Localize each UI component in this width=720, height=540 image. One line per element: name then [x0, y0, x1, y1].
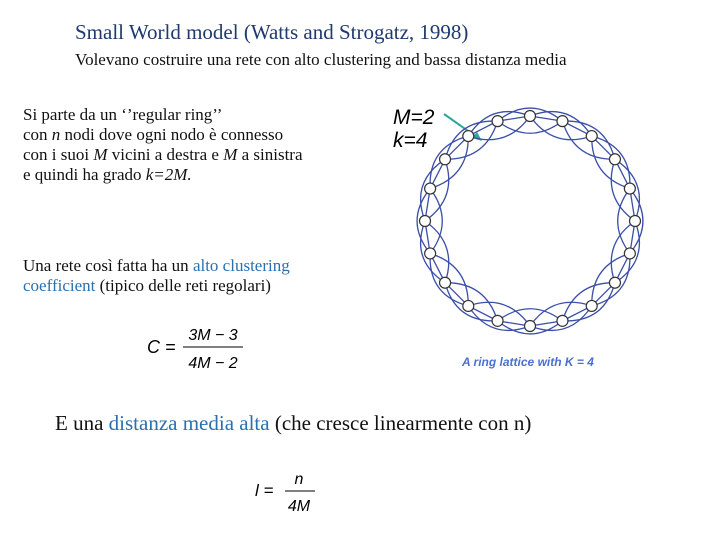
ring-caption: A ring lattice with K = 4	[462, 355, 594, 369]
distance-highlight: distanza media alta	[108, 411, 270, 435]
ring-node	[420, 216, 431, 227]
ring-node	[425, 183, 436, 194]
ring-node	[557, 315, 568, 326]
ring-node	[463, 131, 474, 142]
ring-edge	[430, 189, 442, 254]
ring-edge	[498, 121, 563, 133]
formula-l-numerator: n	[294, 471, 304, 488]
ring-edges	[417, 108, 643, 334]
distance-formula	[253, 468, 333, 520]
ring-node	[586, 131, 597, 142]
intro-var-n: n	[51, 125, 61, 144]
ring-edge	[498, 309, 563, 321]
formula-c-numerator: 3M − 3	[188, 327, 238, 344]
distance-text: E una	[55, 411, 109, 435]
ring-edge	[618, 189, 630, 254]
clustering-paragraph	[23, 256, 353, 296]
ring-node	[440, 154, 451, 165]
formula-c-lhs: C =	[147, 337, 176, 357]
intro-line-2	[23, 125, 363, 145]
ring-node	[492, 315, 503, 326]
page-title: Small World model (Watts and Strogatz, 1998)	[75, 20, 469, 44]
ring-node	[440, 277, 451, 288]
ring-node	[463, 300, 474, 311]
param-k: k=4	[393, 129, 428, 152]
clustering-text: Una rete così fatta ha un	[23, 256, 193, 275]
ring-node	[624, 183, 635, 194]
intro-var-m: M	[223, 145, 238, 164]
intro-line-4	[23, 165, 363, 185]
ring-node	[492, 116, 503, 127]
distance-paragraph	[55, 411, 531, 436]
intro-text: vicini a destra e	[107, 145, 224, 164]
ring-node	[425, 248, 436, 259]
intro-line-3	[23, 145, 363, 165]
ring-node	[609, 154, 620, 165]
clustering-highlight: alto clustering coefficient	[23, 256, 290, 295]
ring-node	[609, 277, 620, 288]
formula-l-denominator: 4M	[287, 498, 311, 515]
intro-line-1: Si parte da un ‘’regular ring’’	[23, 105, 223, 124]
intro-text: e quindi ha grado	[23, 165, 146, 184]
ring-nodes	[420, 111, 641, 332]
intro-paragraph	[23, 105, 363, 185]
intro-text: a sinistra	[237, 145, 303, 164]
ring-lattice-diagram	[410, 104, 650, 349]
ring-node	[557, 116, 568, 127]
formula-l-lhs: l =	[255, 481, 274, 500]
intro-text: con	[23, 125, 52, 144]
distance-text: (che cresce linearmente con n)	[269, 411, 532, 435]
ring-node	[525, 111, 536, 122]
formula-c-denominator: 4M − 2	[188, 355, 238, 372]
ring-node	[624, 248, 635, 259]
intro-text: con i suoi	[23, 145, 94, 164]
intro-text: nodi dove ogni nodo è connesso	[60, 125, 284, 144]
clustering-formula	[143, 320, 253, 376]
ring-node	[525, 321, 536, 332]
intro-var-m: M	[93, 145, 108, 164]
intro-var-k: k=2M.	[145, 165, 192, 184]
param-m: M=2	[393, 106, 435, 129]
ring-node	[630, 216, 641, 227]
ring-node	[586, 300, 597, 311]
clustering-text: (tipico delle reti regolari)	[95, 276, 271, 295]
page-subtitle: Volevano costruire una rete con alto clustering and bassa distanza media	[75, 50, 567, 69]
